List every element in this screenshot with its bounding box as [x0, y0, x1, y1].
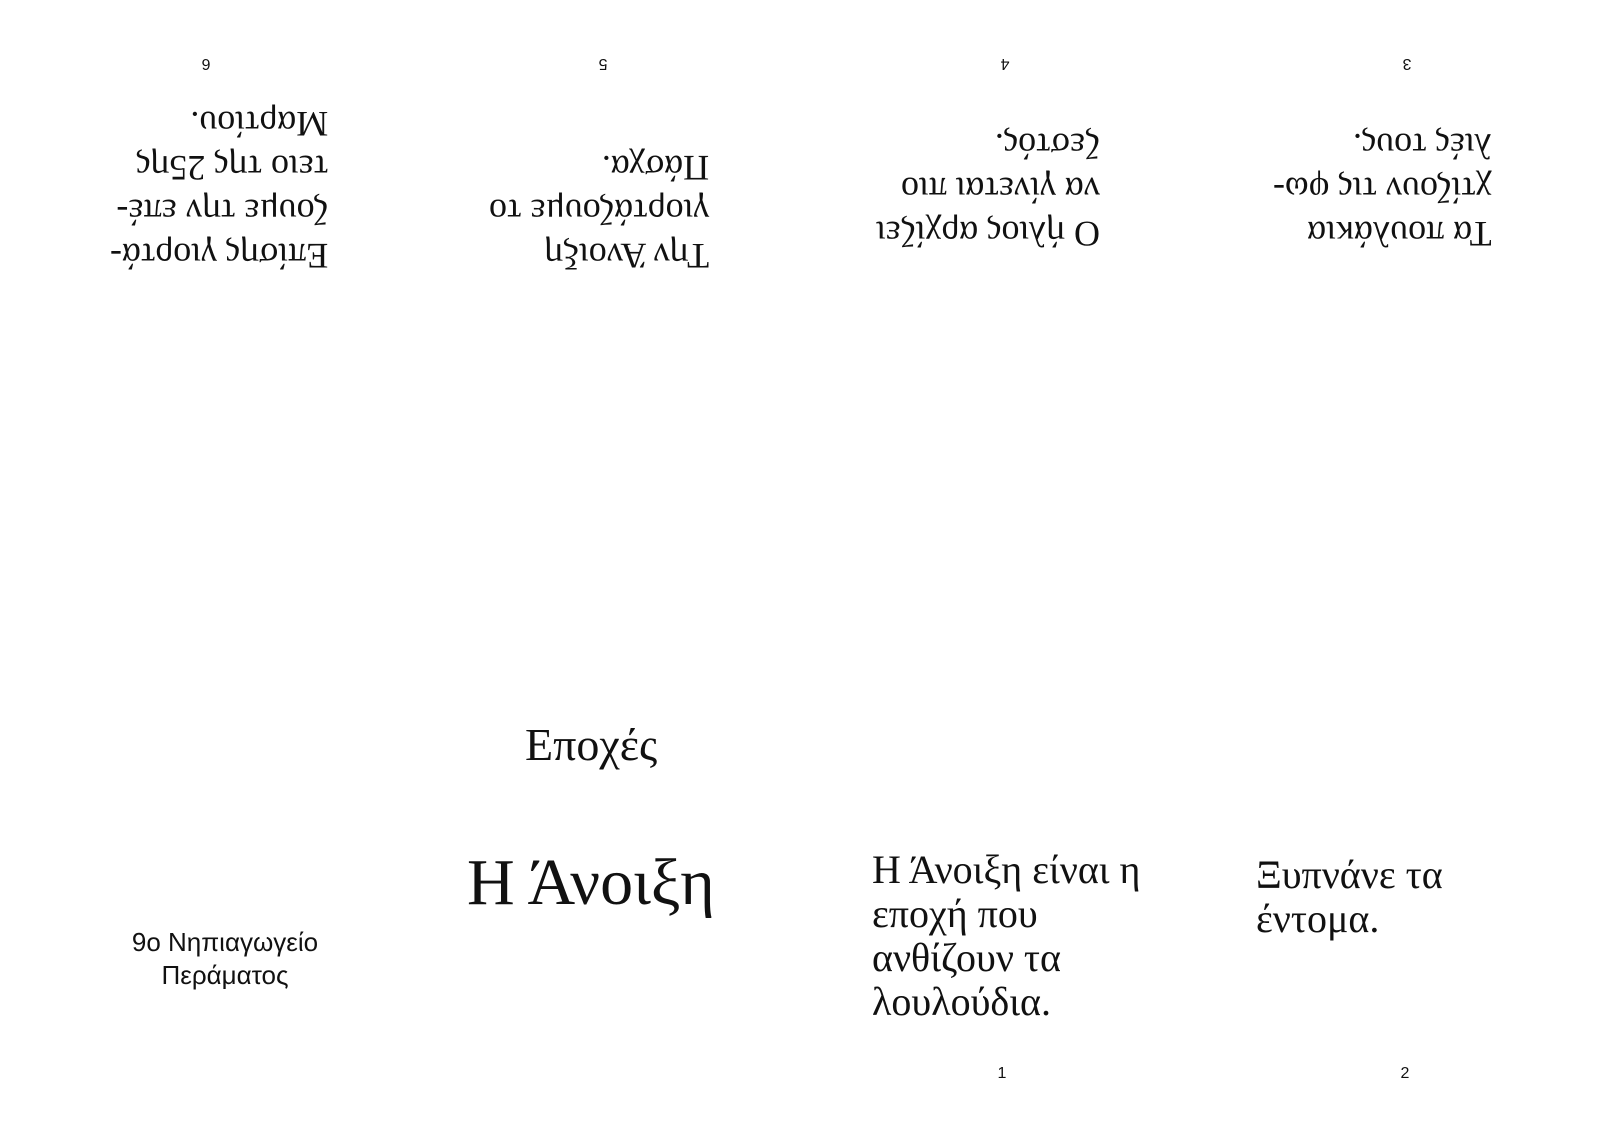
page-number-1: 1	[997, 1065, 1007, 1082]
page-5-text: Την Άνοιξη γιορτάζουμε το Πάσχα.	[489, 148, 710, 276]
cover-subtitle: Εποχές	[525, 719, 658, 770]
page-3-text: Τα πουλάκια χτίζουν τις φω- λιές τους.	[1273, 126, 1492, 254]
school-name: 9ο Νηπιαγωγείο Περάματος	[131, 927, 319, 990]
page-number-6: 6	[201, 55, 211, 72]
page-number-5: 5	[598, 55, 608, 72]
page-2-text: Ξυπνάνε τα έντομα.	[1256, 852, 1443, 941]
cover-title: Η Άνοιξη	[467, 846, 715, 919]
page-number-2: 2	[1400, 1065, 1410, 1082]
page-number-4: 4	[1000, 55, 1010, 72]
page-1-text: Η Άνοιξη είναι η εποχή που ανθίζουν τα λουλούδια.	[872, 847, 1141, 1024]
page-4-text: Ο ήλιος αρχίζει να γίνεται πιο ζεστός.	[876, 126, 1100, 254]
page-6-text: Επίσης γιορτά- ζουμε την επέ- τειο της 25ης Μαρτίου.	[110, 104, 329, 276]
page-number-3: 3	[1402, 55, 1412, 72]
